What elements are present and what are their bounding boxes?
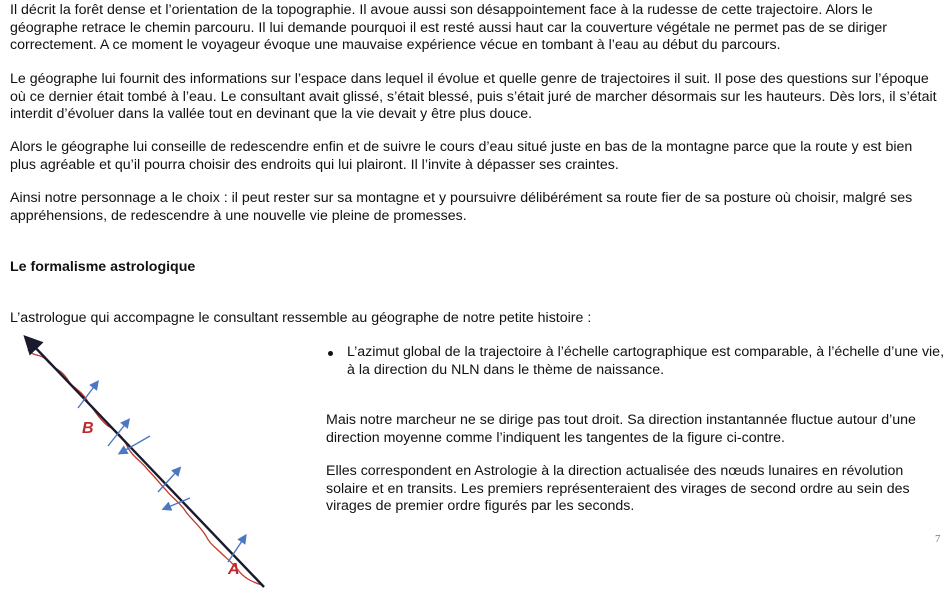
- trajectory-figure: [0, 330, 300, 595]
- bullet-text: L’azimut global de la trajectoire à l’échelle cartographique est comparable, à l’échelle d’une vie, à la direction du NLN dans le thème de naissance.: [347, 344, 945, 378]
- paragraph-1: Il décrit la forêt dense et l’orientation de la topographie. Il avoue aussi son désappointement face à la rudesse de cette trajectoire. Alors le géographe retrace le chemin parcouru. Il lui demande pourquoi il est resté aussi haut car la couverture végétale ne permet pas de se diriger correctement. A ce moment le voyageur évoque une mauvaise expérience vécue en tombant à l’eau au début du parcours.: [10, 2, 887, 53]
- right-paragraph-1: Mais notre marcheur ne se dirige pas tout droit. Sa direction instantannée fluctue autour d’une direction moyenne comme l’indiquent les tangentes de la figure ci-contre.: [326, 412, 916, 446]
- paragraph-2: Le géographe lui fournit des informations sur l’espace dans lequel il évolue et quelle genre de trajectoires il suit. Il pose des questions sur l’époque où ce dernier était tombé à l’eau. Le consultant avait glissé, s’était blessé, puis s’était juré de marcher désormais sur les hauteurs. Dès lors, il s’était interdit d’évoluer dans la vallée tout en devinant que la vie devait y être plus douce.: [10, 71, 937, 122]
- right-paragraph-2: Elles correspondent en Astrologie à la direction actualisée des nœuds lunaires en révolution solaire et en transits. Les premiers représenteraient des virages de second ordre au sein des virages de premier ordre figurés par les seconds.: [326, 463, 910, 514]
- label-a: A: [228, 561, 240, 578]
- bullet-dot-icon: [328, 351, 333, 356]
- main-trajectory-line: [30, 342, 264, 587]
- label-b: B: [82, 420, 94, 437]
- paragraph-4: Ainsi notre personnage a le choix : il peut rester sur sa montagne et y poursuivre délibérément sa route fier de sa posture où choisir, malgré ses appréhensions, de redescendre à une nouvelle vie pleine de promesses.: [10, 190, 913, 224]
- tangent-arrows: [78, 384, 244, 562]
- section-heading: Le formalisme astrologique: [10, 259, 196, 275]
- intro-paragraph: L’astrologue qui accompagne le consultant ressemble au géographe de notre petite histoire :: [10, 310, 592, 326]
- paragraph-3: Alors le géographe lui conseille de redescendre enfin et de suivre le cours d’eau situé juste en bas de la montagne parce que la route y est bien plus agréable et qu’il pourra choisir des endroits qui lui plairont. Il l’invite à dépasser ses craintes.: [10, 139, 913, 173]
- page-number: 7: [935, 533, 941, 545]
